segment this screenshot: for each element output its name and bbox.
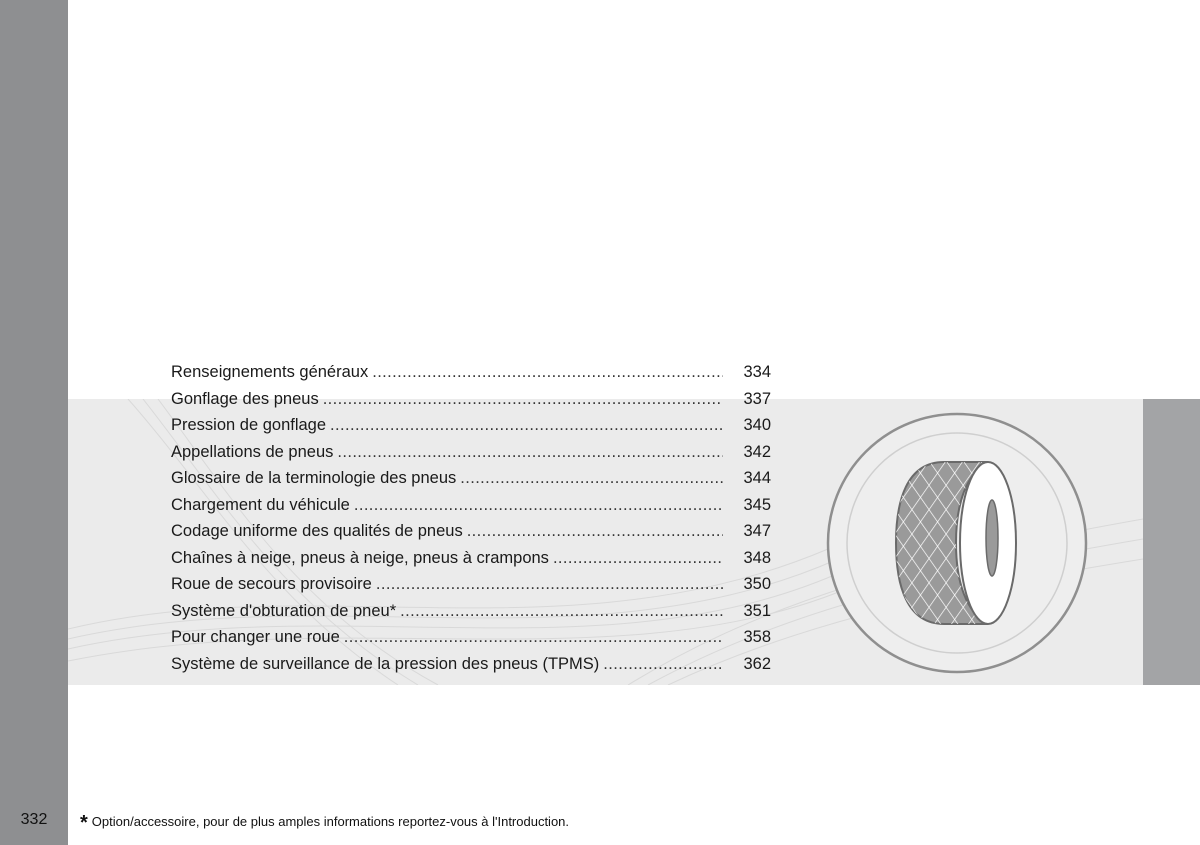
toc-entry-title: Glossaire de la terminologie des pneus bbox=[171, 469, 457, 487]
toc-leader bbox=[344, 624, 723, 651]
toc-entry-page: 350 bbox=[743, 575, 771, 593]
toc-entry-title: Chaînes à neige, pneus à neige, pneus à crampons bbox=[171, 548, 549, 567]
toc-entry-title: Pour changer une roue bbox=[171, 628, 340, 646]
toc-leader bbox=[553, 545, 723, 572]
toc-entry-title: Système d'obturation de pneu* bbox=[171, 601, 397, 620]
toc-entry[interactable] bbox=[171, 439, 771, 466]
toc-entry-title: Pression de gonflage bbox=[171, 416, 327, 434]
toc-entry-title: Gonflage des pneus bbox=[171, 389, 319, 408]
toc-entry[interactable] bbox=[171, 545, 771, 572]
toc-entry-title: Roue de secours provisoire bbox=[171, 575, 372, 593]
toc-entry-page: 340 bbox=[743, 416, 771, 434]
toc-entry-title: Système de surveillance de la pression des pneus (TPMS) bbox=[171, 654, 600, 673]
table-of-contents bbox=[171, 359, 771, 677]
toc-entry-title: Renseignements généraux bbox=[171, 363, 369, 381]
toc-entry-page: 337 bbox=[743, 389, 771, 408]
toc-entry[interactable] bbox=[171, 492, 771, 519]
toc-leader bbox=[323, 386, 723, 413]
toc-leader bbox=[467, 518, 723, 545]
toc-entry-page: 347 bbox=[743, 522, 771, 540]
toc-entry[interactable] bbox=[171, 598, 771, 625]
toc-entry[interactable] bbox=[171, 386, 771, 413]
toc-leader bbox=[603, 651, 723, 678]
toc-entry-page: 345 bbox=[743, 495, 771, 514]
toc-entry[interactable] bbox=[171, 359, 771, 386]
toc-entry-page: 334 bbox=[743, 363, 771, 381]
toc-entry-title: Appellations de pneus bbox=[171, 442, 334, 461]
toc-entry-page: 362 bbox=[743, 654, 771, 673]
toc-entry-page: 348 bbox=[743, 548, 771, 567]
toc-entry-page: 344 bbox=[743, 469, 771, 487]
toc-leader bbox=[372, 359, 723, 386]
toc-entry-page: 342 bbox=[743, 442, 771, 461]
toc-entry-title: Chargement du véhicule bbox=[171, 495, 350, 514]
toc-leader bbox=[460, 465, 723, 492]
toc-entry[interactable] bbox=[171, 412, 771, 439]
toc-entry[interactable] bbox=[171, 651, 771, 678]
page-number: 332 bbox=[20, 811, 48, 828]
toc-entry[interactable] bbox=[171, 571, 771, 598]
toc-entry[interactable] bbox=[171, 518, 771, 545]
tire-icon bbox=[826, 412, 1088, 674]
left-margin-bar bbox=[0, 0, 68, 845]
footnote-star: * bbox=[80, 812, 88, 834]
toc-leader bbox=[400, 598, 723, 625]
toc-entry[interactable] bbox=[171, 624, 771, 651]
footnote bbox=[80, 812, 569, 835]
toc-leader bbox=[330, 412, 723, 439]
chapter-tab bbox=[1143, 399, 1200, 685]
footnote-text: Option/accessoire, pour de plus amples informations reportez-vous à l'Introduction. bbox=[91, 814, 570, 829]
toc-entry-page: 351 bbox=[743, 601, 771, 620]
toc-entry-title: Codage uniforme des qualités de pneus bbox=[171, 522, 463, 540]
toc-leader bbox=[337, 439, 723, 466]
toc-entry[interactable] bbox=[171, 465, 771, 492]
toc-leader bbox=[376, 571, 723, 598]
toc-leader bbox=[354, 492, 723, 519]
toc-entry-page: 358 bbox=[743, 628, 771, 646]
